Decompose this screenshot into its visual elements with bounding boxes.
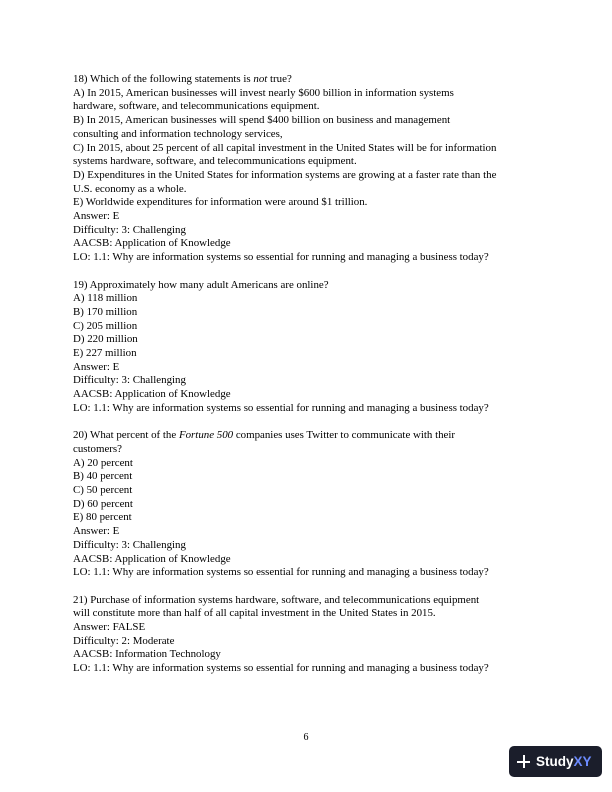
choice-c: C) In 2015, about 25 percent of all capital investment in the United States will be for information: [73, 141, 497, 154]
aacsb: AACSB: Application of Knowledge: [73, 237, 231, 250]
choice-b-cont: consulting and information technology services,: [73, 127, 283, 140]
answer: Answer: E: [73, 210, 120, 223]
brand-name: Study: [536, 753, 574, 769]
question-stem: 18) Which of the following statements is not true?: [73, 73, 292, 85]
choice-b: B) In 2015, American businesses will spend $400 billion on business and management: [73, 114, 451, 127]
choice-a: A) In 2015, American businesses will invest nearly $600 billion in information systems: [73, 86, 454, 99]
question-18: [73, 73, 543, 265]
studyxy-badge[interactable]: [509, 746, 602, 777]
choice-e: E) 227 million: [73, 347, 137, 360]
choice-a: A) 118 million: [73, 292, 138, 305]
learning-objective: LO: 1.1: Why are information systems so essential for running and managing a business today?: [73, 662, 489, 675]
question-stem: 21) Purchase of information systems hardware, software, and telecommunications equipment: [73, 593, 480, 606]
choice-a-cont: hardware, software, and telecommunications equipment.: [73, 100, 320, 113]
difficulty: Difficulty: 3: Challenging: [73, 223, 186, 236]
document-body: [73, 73, 543, 690]
learning-objective: LO: 1.1: Why are information systems so essential for running and managing a business today?: [73, 401, 489, 414]
aacsb: AACSB: Information Technology: [73, 648, 221, 661]
choice-a: A) 20 percent: [73, 456, 133, 469]
question-19: [73, 279, 543, 416]
choice-d: D) 60 percent: [73, 497, 133, 510]
choice-d: D) Expenditures in the United States for information systems are growing at a faster rate than the: [73, 168, 497, 181]
choice-c: C) 205 million: [73, 319, 138, 332]
choice-d-cont: U.S. economy as a whole.: [73, 182, 187, 195]
answer: Answer: E: [73, 360, 120, 373]
choice-b: B) 40 percent: [73, 470, 133, 483]
learning-objective: LO: 1.1: Why are information systems so essential for running and managing a business today?: [73, 566, 489, 579]
brand-accent: XY: [573, 753, 592, 769]
choice-c-cont: systems hardware, software, and telecommunications equipment.: [73, 155, 357, 168]
answer: Answer: E: [73, 525, 120, 538]
answer: Answer: FALSE: [73, 621, 146, 634]
question-stem: 20) What percent of the Fortune 500 companies uses Twitter to communicate with their: [73, 429, 456, 442]
choice-c: C) 50 percent: [73, 484, 133, 497]
plus-icon: [517, 755, 530, 768]
aacsb: AACSB: Application of Knowledge: [73, 552, 231, 565]
difficulty: Difficulty: 3: Challenging: [73, 374, 186, 387]
question-20: [73, 429, 543, 580]
question-21: [73, 594, 543, 676]
difficulty: Difficulty: 3: Challenging: [73, 538, 186, 551]
question-stem-cont: will constitute more than half of all capital investment in the United States in 2015.: [73, 607, 436, 620]
choice-b: B) 170 million: [73, 305, 138, 318]
learning-objective: LO: 1.1: Why are information systems so essential for running and managing a business today?: [73, 251, 489, 264]
question-stem-cont: customers?: [73, 442, 122, 455]
difficulty: Difficulty: 2: Moderate: [73, 634, 175, 647]
choice-e: E) Worldwide expenditures for information were around $1 trillion.: [73, 196, 368, 209]
page-number: 6: [303, 732, 309, 743]
question-stem: 19) Approximately how many adult Americans are online?: [73, 278, 329, 291]
choice-d: D) 220 million: [73, 333, 138, 346]
aacsb: AACSB: Application of Knowledge: [73, 388, 231, 401]
choice-e: E) 80 percent: [73, 511, 132, 524]
